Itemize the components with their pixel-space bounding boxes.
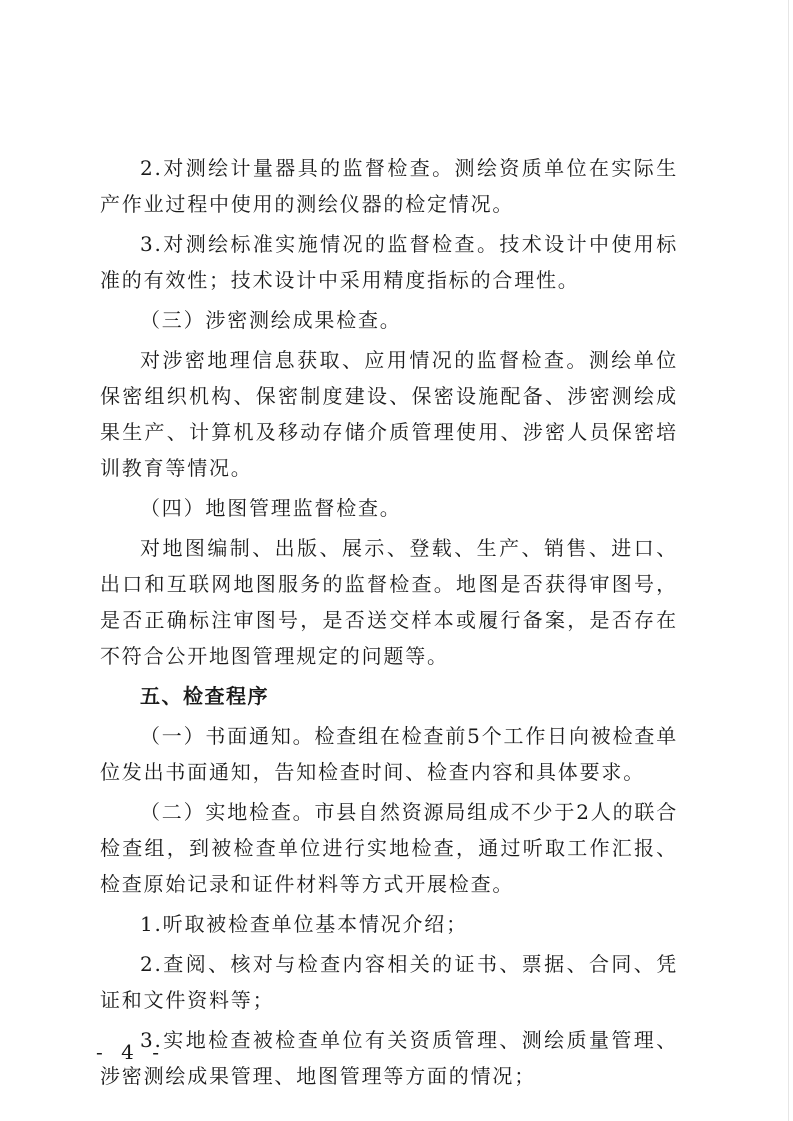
list-item-document-review: 2.查阅、核对与检查内容相关的证书、票据、合同、凭证和文件资料等；	[100, 952, 678, 1012]
paragraph-classified-geoinfo: 对涉密地理信息获取、应用情况的监督检查。测绘单位保密组织机构、保密制度建设、保密设施配备、涉密测绘成果生产、计算机及移动存储介质管理使用、涉密人员保密培训教育等情况。	[100, 348, 678, 480]
list-item-briefing: 1.听取被检查单位基本情况介绍；	[140, 912, 468, 936]
list-item-onsite-check: 3.实地检查被检查单位有关资质管理、测绘质量管理、涉密测绘成果管理、地图管理等方面的情况；	[100, 1028, 678, 1088]
page-number: - 4 -	[96, 1040, 165, 1064]
paragraph-standards-implementation: 3.对测绘标准实施情况的监督检查。技术设计中使用标准的有效性；技术设计中采用精度指标的合理性。	[100, 232, 678, 292]
scan-edge-line	[788, 0, 789, 1121]
paragraph-measuring-instruments: 2.对测绘计量器具的监督检查。测绘资质单位在实际生产作业过程中使用的测绘仪器的检定情况。	[100, 156, 678, 216]
section-heading-map-management: （四）地图管理监督检查。	[140, 496, 402, 520]
section-heading-inspection-procedure: 五、检查程序	[140, 684, 269, 708]
document-body	[100, 150, 678, 1098]
paragraph-written-notice: （一）书面通知。检查组在检查前5个工作日向被检查单位发出书面通知，告知检查时间、检查内容和具体要求。	[100, 724, 678, 784]
section-heading-classified-results: （三）涉密测绘成果检查。	[140, 308, 402, 332]
paragraph-field-inspection: （二）实地检查。市县自然资源局组成不少于2人的联合检查组，到被检查单位进行实地检查，通过听取工作汇报、检查原始记录和证件材料等方式开展检查。	[100, 800, 678, 896]
paragraph-map-supervision: 对地图编制、出版、展示、登载、生产、销售、进口、出口和互联网地图服务的监督检查。地图是否获得审图号，是否正确标注审图号，是否送交样本或履行备案，是否存在不符合公开地图管理规定的问题等。	[100, 536, 678, 668]
